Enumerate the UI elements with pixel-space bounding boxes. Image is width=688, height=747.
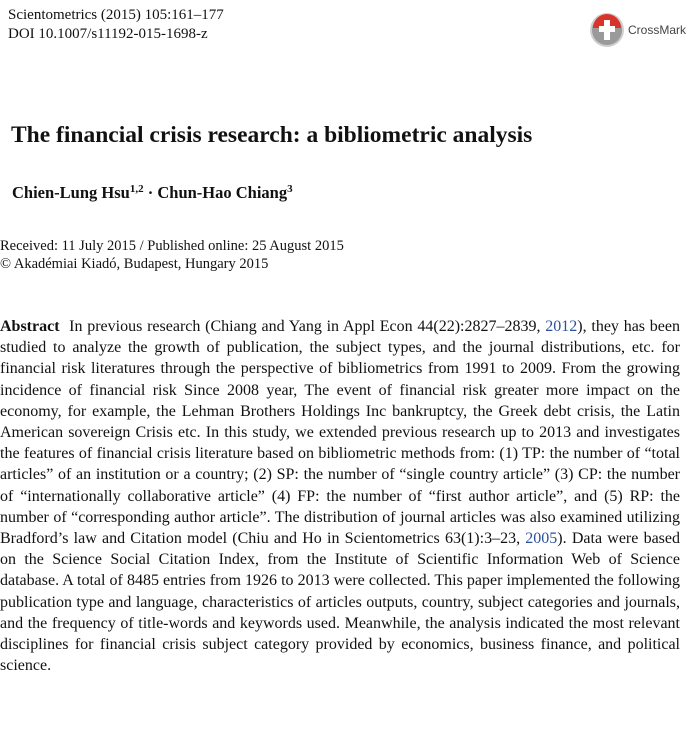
received-published: Received: 11 July 2015 / Published online: 25 August 2015: [0, 238, 344, 254]
crossmark-icon: [589, 12, 625, 48]
abstract-text: ), they has been studied to analyze the growth of publication, the subject types, and the journal distributions, etc. for financial risk literatures through the perspective of bibliometrics from 1991 to 2009. From the growing incidence of financial risk Since 2008 year, The event of financial risk greater more impact on the economy, for example, the Lehman Brothers Holdings Inc bankruptcy, the Greek debt crisis, the Latin American sovereign Crisis etc. In this study, we extended previous research up to 2013 and investigates the features of financial crisis literature based on bibliometric methods from: (1) TP: the number of “total articles” of an institution or a country; (2) SP: the number of “single country article” (3) CP: the number of “internationally collaborative article” (4) FP: the number of “first author article”, and (5) RP: the number of “corresponding author article”. The distribution of journal articles was also examined utilizing Bradford’s law and Citation model (Chiu and Ho in Scientometrics 63(1):3–23,: [0, 318, 681, 548]
abstract: [0, 316, 680, 676]
affiliation-marker: 3: [287, 183, 293, 195]
paper-title: The financial crisis research: a bibliometric analysis: [11, 122, 533, 148]
affiliation-marker: 1,2: [129, 183, 144, 195]
abstract-text: ). Data were based on the Science Social Citation Index, from the Institute of Scientific Information Web of Science database. A total of 8485 entries from 1926 to 2013 were collected. This paper implemented the following publication type and language, characteristics of articles outputs, country, subject categories and journals, and the frequency of title-words and keywords used. Meanwhile, the analysis indicated the most relevant disciplines for financial crisis subject category provided by economics, business finance, and political science.: [0, 530, 680, 675]
citation-link[interactable]: 2005: [525, 530, 558, 548]
abstract-text: In previous research (Chiang and Yang in Appl Econ 44(22):2827–2839,: [69, 318, 546, 335]
citation-link[interactable]: 2012: [545, 318, 578, 335]
copyright: © Akadémiai Kiadó, Budapest, Hungary 2015: [0, 256, 269, 272]
author-name[interactable]: Chien-Lung Hsu: [12, 183, 130, 202]
crossmark-label: CrossMark: [628, 23, 687, 37]
citation-header: [8, 6, 224, 44]
abstract-label: Abstract: [0, 318, 60, 335]
publication-dates: [0, 237, 344, 273]
journal-citation: Scientometrics (2015) 105:161–177: [8, 7, 224, 23]
author-list: [12, 183, 293, 203]
author-name[interactable]: Chun-Hao Chiang: [157, 183, 288, 202]
author-separator: ·: [143, 183, 158, 202]
doi[interactable]: DOI 10.1007/s11192-015-1698-z: [8, 26, 208, 42]
crossmark-badge[interactable]: [589, 12, 686, 48]
